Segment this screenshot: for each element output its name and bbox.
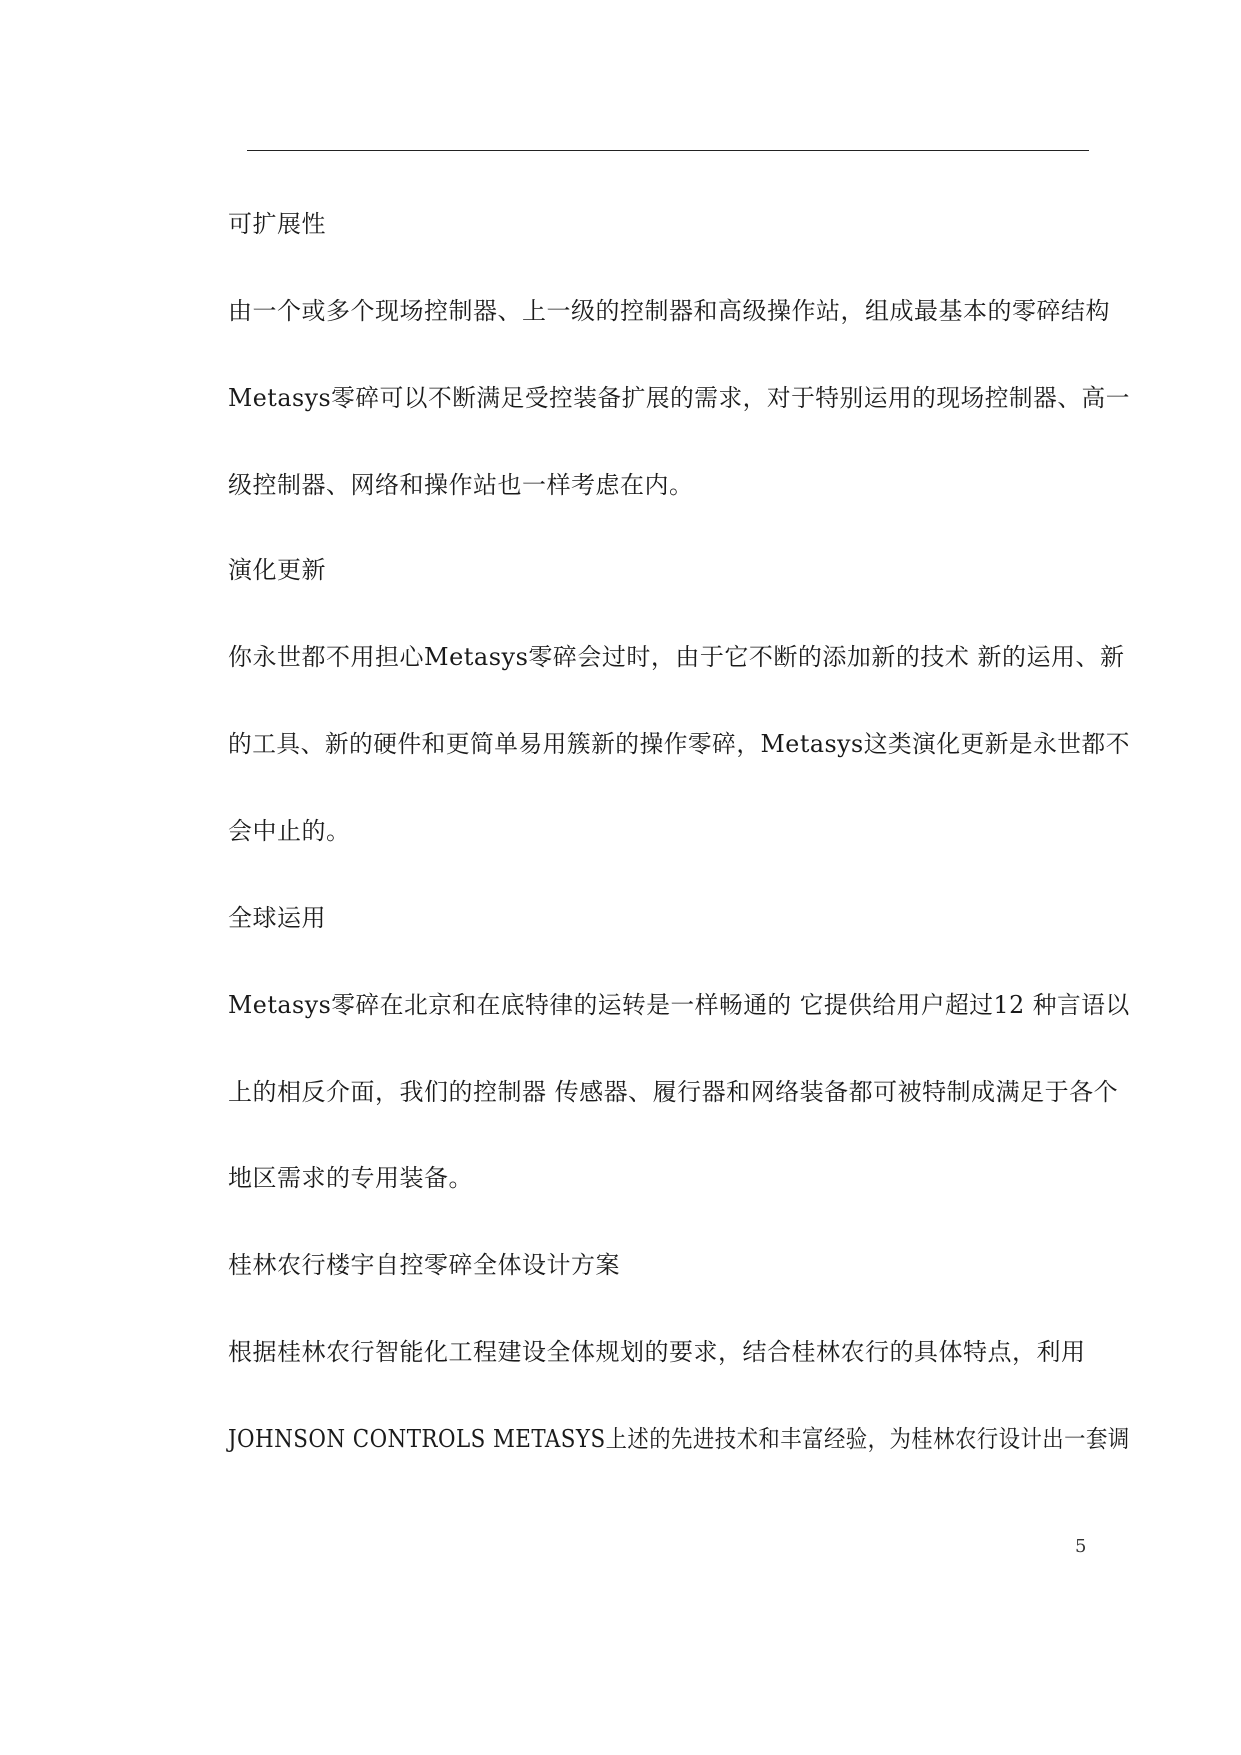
paragraph-line: 上的相反介面，我们的控制器 传感器、履行器和网络装备都可被特制成满足于各个 bbox=[228, 1078, 1119, 1106]
heading-global-use: 全球运用 bbox=[228, 904, 326, 932]
paragraph-line: 的工具、新的硬件和更简单易用簇新的操作零碎，Metasys这类演化更新是永世都不 bbox=[228, 730, 1130, 758]
paragraph-line: JOHNSON CONTROLS METASYS上述的先进技术和丰富经验，为桂林农行设计出一套调 bbox=[228, 1425, 1130, 1453]
paragraph-line: 会中止的。 bbox=[228, 817, 351, 845]
paragraph-line: 由一个或多个现场控制器、上一级的控制器和高级操作站，组成最基本的零碎结构 bbox=[228, 297, 1110, 325]
paragraph-line: Metasys零碎在北京和在底特律的运转是一样畅通的 它提供给用户超过12 种言语以 bbox=[228, 991, 1130, 1019]
paragraph-line: 根据桂林农行智能化工程建设全体规划的要求，结合桂林农行的具体特点，利用 bbox=[228, 1338, 1086, 1366]
heading-design-plan: 桂林农行楼宇自控零碎全体设计方案 bbox=[228, 1251, 620, 1279]
paragraph-line: Metasys零碎可以不断满足受控装备扩展的需求，对于特别运用的现场控制器、高一 bbox=[228, 384, 1130, 412]
header-rule bbox=[247, 150, 1089, 151]
heading-scalability: 可扩展性 bbox=[228, 210, 326, 238]
paragraph-line: 级控制器、网络和操作站也一样考虑在内。 bbox=[228, 471, 694, 499]
paragraph-line: 你永世都不用担心Metasys零碎会过时，由于它不断的添加新的技术 新的运用、新 bbox=[228, 643, 1125, 671]
page-number: 5 bbox=[1075, 1536, 1087, 1557]
paragraph-line: 地区需求的专用装备。 bbox=[228, 1164, 473, 1192]
heading-evolution: 演化更新 bbox=[228, 556, 326, 584]
